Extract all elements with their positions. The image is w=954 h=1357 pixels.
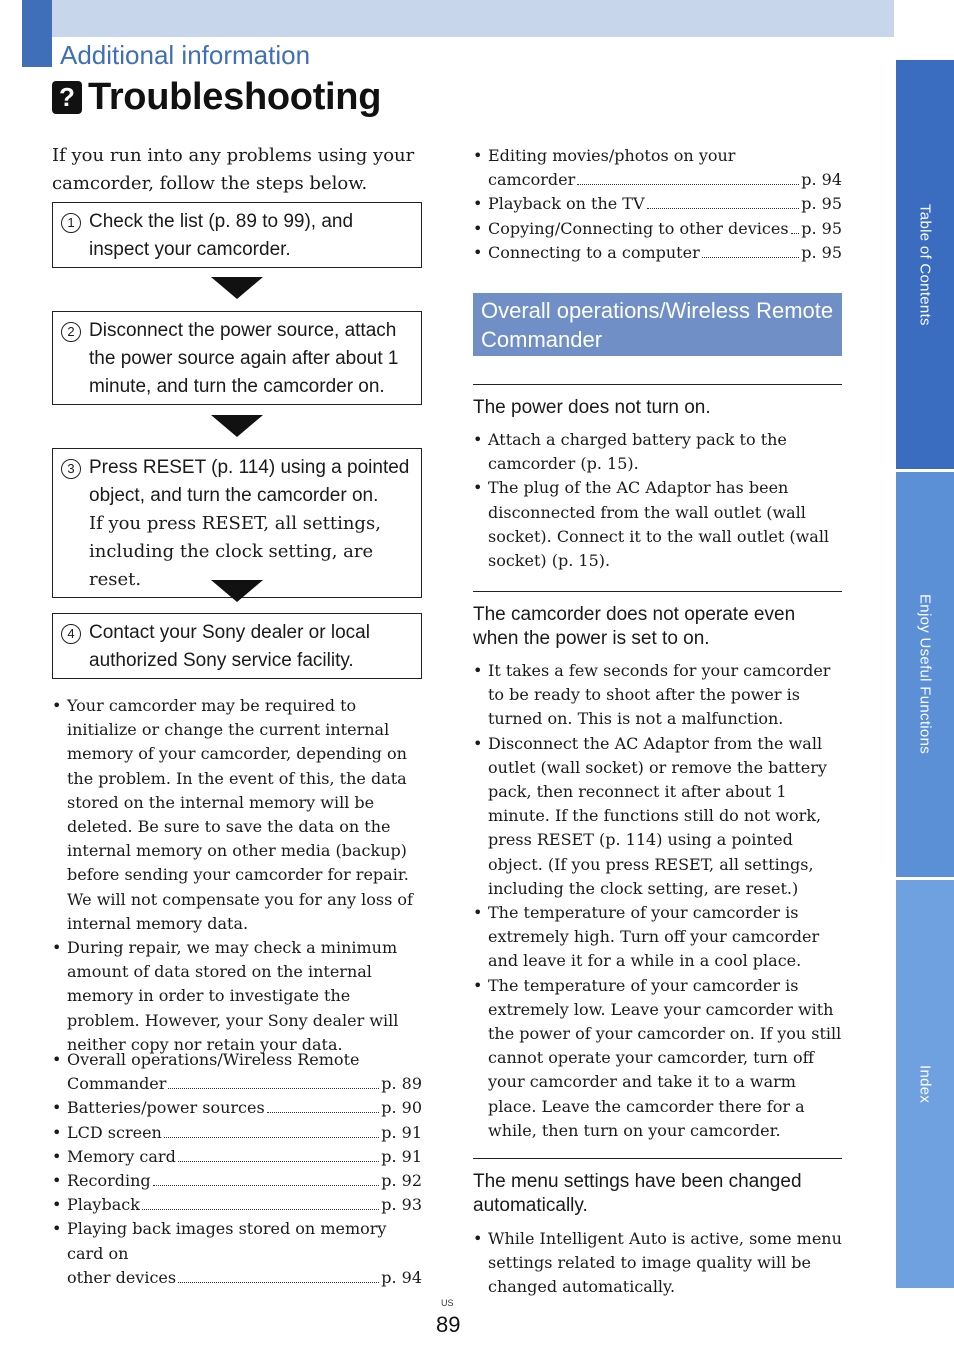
region-label: US bbox=[441, 1298, 454, 1308]
leader-dots bbox=[647, 208, 800, 209]
toc-item-page: p. 91 bbox=[381, 1122, 422, 1142]
toc-item-page: p. 94 bbox=[801, 170, 842, 190]
toc-item-label: • Connecting to a computer bbox=[488, 242, 700, 262]
leader-dots bbox=[153, 1185, 380, 1186]
toc-item-label: • Recording bbox=[67, 1171, 151, 1191]
question-icon: ? bbox=[52, 81, 82, 114]
divider bbox=[473, 591, 842, 592]
tab-index[interactable] bbox=[896, 880, 954, 1288]
step-text: Press RESET (p. 114) using a pointed object, and turn the camcorder on. bbox=[89, 457, 410, 506]
toc-item-page: p. 91 bbox=[381, 1146, 422, 1166]
leader-dots bbox=[267, 1112, 380, 1113]
tab-label: Index bbox=[916, 1064, 934, 1104]
top-bar-accent bbox=[22, 0, 52, 67]
step-text: Disconnect the power source, attach the power source again after about 1 minute, and turn the camcorder on. bbox=[89, 320, 399, 397]
note-item: • During repair, we may check a minimum amount of data stored on the internal memory in order to investigate the problem. However, your Sony dealer will neither copy nor retain your data. bbox=[52, 936, 424, 1057]
arrow-down-icon bbox=[211, 277, 263, 299]
step-number: 1 bbox=[61, 213, 81, 233]
problem-solutions bbox=[473, 1227, 842, 1300]
toc-item-page: p. 89 bbox=[381, 1074, 422, 1094]
page-title-row bbox=[52, 76, 381, 119]
problem-solutions bbox=[473, 428, 842, 573]
step-1 bbox=[52, 202, 422, 268]
toc-item-label: Commander bbox=[67, 1074, 167, 1094]
toc-item-label: other devices bbox=[67, 1267, 177, 1287]
intro-text: If you run into any problems using your camcorder, follow the steps below. bbox=[52, 145, 415, 194]
problem-heading: The camcorder does not operate even when the power is set to on. bbox=[473, 604, 796, 649]
toc-item-pre: • Overall operations/Wireless Remote bbox=[67, 1050, 360, 1069]
toc-item[interactable] bbox=[52, 1217, 422, 1290]
toc-item-page: p. 95 bbox=[801, 242, 842, 262]
toc-item[interactable] bbox=[52, 1193, 422, 1217]
toc-item-label: • Copying/Connecting to other devices bbox=[488, 218, 789, 238]
leader-dots bbox=[168, 1088, 379, 1089]
leader-dots bbox=[577, 184, 799, 185]
leader-dots bbox=[791, 233, 800, 234]
toc-item[interactable] bbox=[52, 1121, 422, 1145]
toc-item[interactable] bbox=[473, 144, 842, 192]
solution-item: • The temperature of your camcorder is extremely high. Turn off your camcorder and leave it for a while in a cool place. bbox=[473, 901, 845, 974]
solution-item: • The plug of the AC Adaptor has been disconnected from the wall outlet (wall socket). Connect it to the wall outlet (wall socket) (p. 15). bbox=[473, 476, 842, 573]
toc-item-page: p. 92 bbox=[381, 1171, 422, 1191]
toc-item[interactable] bbox=[473, 217, 842, 241]
toc-item-page: p. 95 bbox=[801, 218, 842, 238]
solution-item: • The temperature of your camcorder is extremely low. Leave your camcorder with the power of your camcorder on. If you still cannot operate your camcorder, turn off your camcorder and take it to a warm place. Leave the camcorder there for a while, then turn on your camcorder. bbox=[473, 974, 845, 1143]
step-note: If you press RESET, all settings, including the clock setting, are reset. bbox=[89, 513, 381, 590]
step-2 bbox=[52, 311, 422, 405]
leader-dots bbox=[178, 1161, 379, 1162]
arrow-down-icon bbox=[211, 580, 263, 602]
leader-dots bbox=[164, 1137, 379, 1138]
toc-item-label: • LCD screen bbox=[67, 1122, 162, 1142]
section-heading: Overall operations/Wireless Remote Commander bbox=[473, 293, 842, 356]
step-text: Contact your Sony dealer or local authorized Sony service facility. bbox=[89, 622, 370, 671]
problem-heading: The power does not turn on. bbox=[473, 397, 711, 418]
problem-heading: The menu settings have been changed automatically. bbox=[473, 1171, 802, 1216]
tab-table-of-contents[interactable] bbox=[896, 60, 954, 469]
toc-item[interactable] bbox=[52, 1169, 422, 1193]
tab-label: Table of Contents bbox=[916, 203, 934, 326]
toc-item-page: p. 90 bbox=[381, 1098, 422, 1118]
section-label: Additional information bbox=[60, 40, 311, 70]
toc-item-pre: • Playing back images stored on memory card on bbox=[67, 1219, 387, 1263]
step-3 bbox=[52, 448, 422, 598]
step-number: 3 bbox=[61, 459, 81, 479]
step-text: Check the list (p. 89 to 99), and inspect your camcorder. bbox=[89, 211, 354, 260]
page-title: Troubleshooting bbox=[88, 76, 382, 118]
divider bbox=[473, 384, 842, 385]
divider bbox=[473, 1158, 842, 1159]
toc-item[interactable] bbox=[52, 1048, 422, 1096]
leader-dots bbox=[142, 1209, 379, 1210]
toc-item-page: p. 95 bbox=[801, 194, 842, 214]
leader-dots bbox=[178, 1282, 379, 1283]
toc-item-page: p. 94 bbox=[381, 1267, 422, 1287]
toc-item-label: • Playback bbox=[67, 1195, 140, 1215]
toc-item[interactable] bbox=[52, 1145, 422, 1169]
toc-item-label: • Batteries/power sources bbox=[67, 1098, 265, 1118]
step-4 bbox=[52, 613, 422, 679]
page-number: 89 bbox=[436, 1312, 461, 1337]
toc-item-pre: • Editing movies/photos on your bbox=[488, 146, 736, 165]
toc-item-label: • Playback on the TV bbox=[488, 194, 645, 214]
top-bar bbox=[22, 0, 894, 37]
solution-item: • It takes a few seconds for your camcorder to be ready to shoot after the power is turned on. This is not a malfunction. bbox=[473, 659, 845, 732]
tab-label: Enjoy Useful Functions bbox=[916, 594, 934, 755]
toc-item-page: p. 93 bbox=[381, 1195, 422, 1215]
toc-list-left bbox=[52, 1048, 422, 1290]
notes-list bbox=[52, 694, 424, 1057]
note-item: • Your camcorder may be required to initialize or change the current internal memory of your camcorder, depending on the problem. In the event of this, the data stored on the internal memory will be deleted. Be sure to save the data on the internal memory on other media (backup) before sending your camcorder for repair. We will not compensate you for any loss of internal memory data. bbox=[52, 694, 424, 936]
solution-item: • Attach a charged battery pack to the camcorder (p. 15). bbox=[473, 428, 842, 476]
problem-solutions bbox=[473, 659, 845, 1143]
toc-item[interactable] bbox=[473, 192, 842, 216]
toc-item[interactable] bbox=[52, 1096, 422, 1120]
step-number: 2 bbox=[61, 322, 81, 342]
solution-item: • Disconnect the AC Adaptor from the wall outlet (wall socket) or remove the battery pack, then reconnect it after about 1 minute. If the functions still do not work, press RESET (p. 114) using a pointed object. (If you press RESET, all settings, including the clock setting, are reset.) bbox=[473, 732, 845, 901]
toc-item-label: • Memory card bbox=[67, 1146, 176, 1166]
arrow-down-icon bbox=[211, 415, 263, 437]
toc-item[interactable] bbox=[473, 241, 842, 265]
toc-item-label: camcorder bbox=[488, 170, 576, 190]
leader-dots bbox=[702, 257, 799, 258]
toc-list-right bbox=[473, 144, 842, 265]
step-number: 4 bbox=[61, 624, 81, 644]
solution-item: • While Intelligent Auto is active, some menu settings related to image quality will be changed automatically. bbox=[473, 1227, 842, 1300]
tab-enjoy-useful-functions[interactable] bbox=[896, 472, 954, 877]
